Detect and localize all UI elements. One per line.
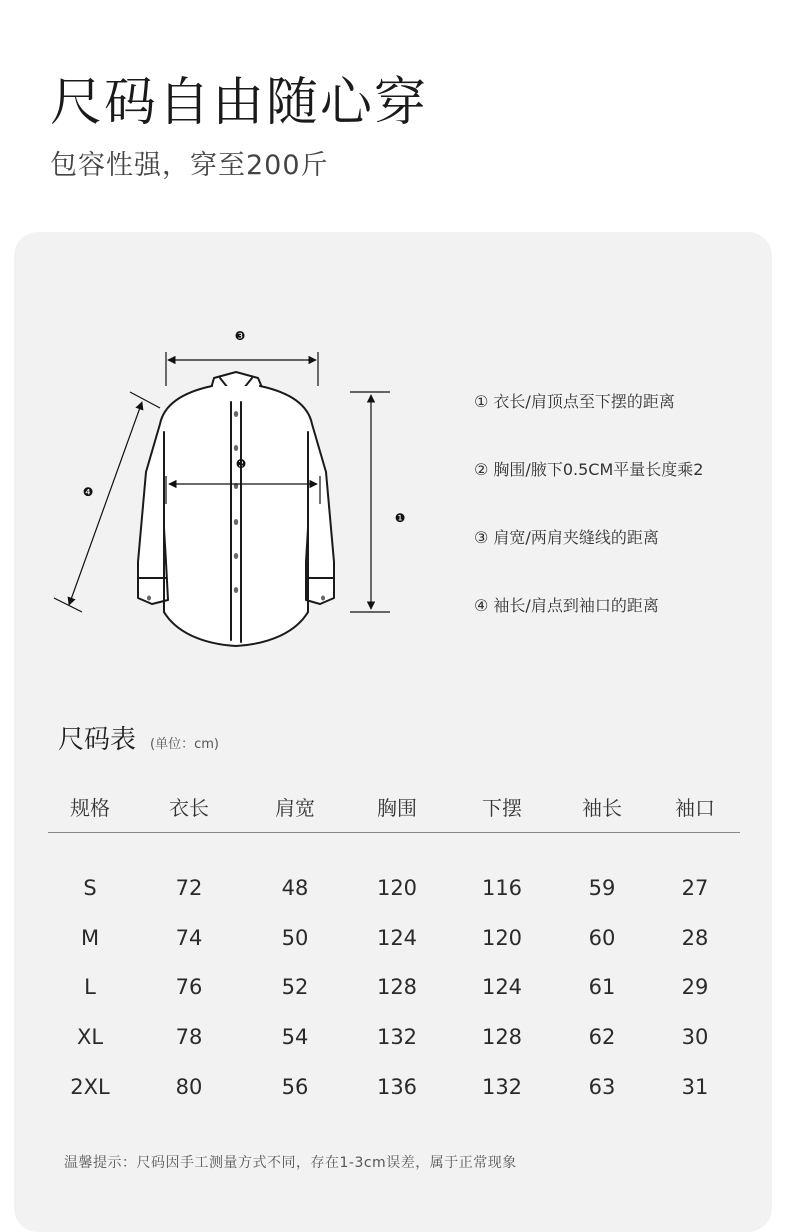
table-cell: 50 [281,925,309,950]
table-cell: 76 [175,975,203,1000]
table-cell: 28 [681,925,709,950]
table-cell: 124 [481,975,523,1000]
measurement-note: 温馨提示：尺码因手工测量方式不同，存在1-3cm误差，属于正常现象 [64,1155,517,1171]
table-cell: 52 [281,975,309,1000]
table-cell: 78 [175,1025,203,1050]
table-cell: XL [76,1025,104,1050]
column-header: 肩宽 [275,795,315,820]
shirt-diagram [14,232,772,672]
size-chart-title: 尺码表 [58,725,137,755]
marker-sleeve: ❹ [82,485,94,499]
table-cell: 61 [588,975,616,1000]
column-header: 袖口 [675,795,715,820]
table-cell: L [84,975,96,1000]
size-chart-unit: (单位：cm) [150,737,219,752]
table-cell: 62 [588,1025,616,1050]
table-cell: 128 [481,1025,523,1050]
table-cell: 132 [376,1025,418,1050]
column-header: 规格 [70,795,110,820]
size-table [48,780,740,1112]
table-cell: 128 [376,975,418,1000]
table-cell: 136 [376,1075,418,1100]
table-cell: 60 [588,925,616,950]
table-body [48,833,740,1112]
table-cell: 74 [175,925,203,950]
table-cell: 48 [281,875,309,900]
table-cell: 30 [681,1025,709,1050]
table-cell: 2XL [70,1075,110,1100]
marker-length: ❶ [394,511,406,525]
table-cell: 132 [481,1075,523,1100]
table-cell: M [80,925,100,950]
table-cell: 120 [376,875,418,900]
column-header: 衣长 [169,795,209,820]
table-row [48,963,740,1013]
measure-legend [474,382,764,654]
table-cell: 29 [681,975,709,1000]
column-header: 下摆 [482,795,522,820]
page-title: 尺码自由随心穿 [50,73,429,133]
table-header [48,780,740,833]
table-cell: S [83,875,97,900]
legend-item-shoulder: ③ 肩宽/两肩夹缝线的距离 [474,528,659,547]
table-cell: 80 [175,1075,203,1100]
column-header: 胸围 [377,795,417,820]
table-cell: 72 [175,875,203,900]
legend-item-sleeve: ④ 袖长/肩点到袖口的距离 [474,596,659,615]
marker-shoulder: ❸ [234,329,246,343]
table-cell: 54 [281,1025,309,1050]
table-cell: 59 [588,875,616,900]
table-cell: 31 [681,1075,709,1100]
table-cell: 120 [481,925,523,950]
legend-item-chest: ② 胸围/腋下0.5CM平量长度乘2 [474,460,704,479]
table-row [48,1062,740,1112]
table-cell: 116 [481,875,523,900]
size-card [14,232,772,1232]
table-row [48,863,740,913]
column-header: 袖长 [582,795,622,820]
size-chart-heading [58,719,219,756]
table-row [48,913,740,963]
marker-chest: ❷ [235,457,247,471]
table-row [48,1012,740,1062]
legend-item-length: ① 衣长/肩顶点至下摆的距离 [474,392,675,411]
table-cell: 124 [376,925,418,950]
table-cell: 56 [281,1075,309,1100]
page-subtitle: 包容性强，穿至200斤 [50,150,329,181]
table-cell: 27 [681,875,709,900]
table-cell: 63 [588,1075,616,1100]
